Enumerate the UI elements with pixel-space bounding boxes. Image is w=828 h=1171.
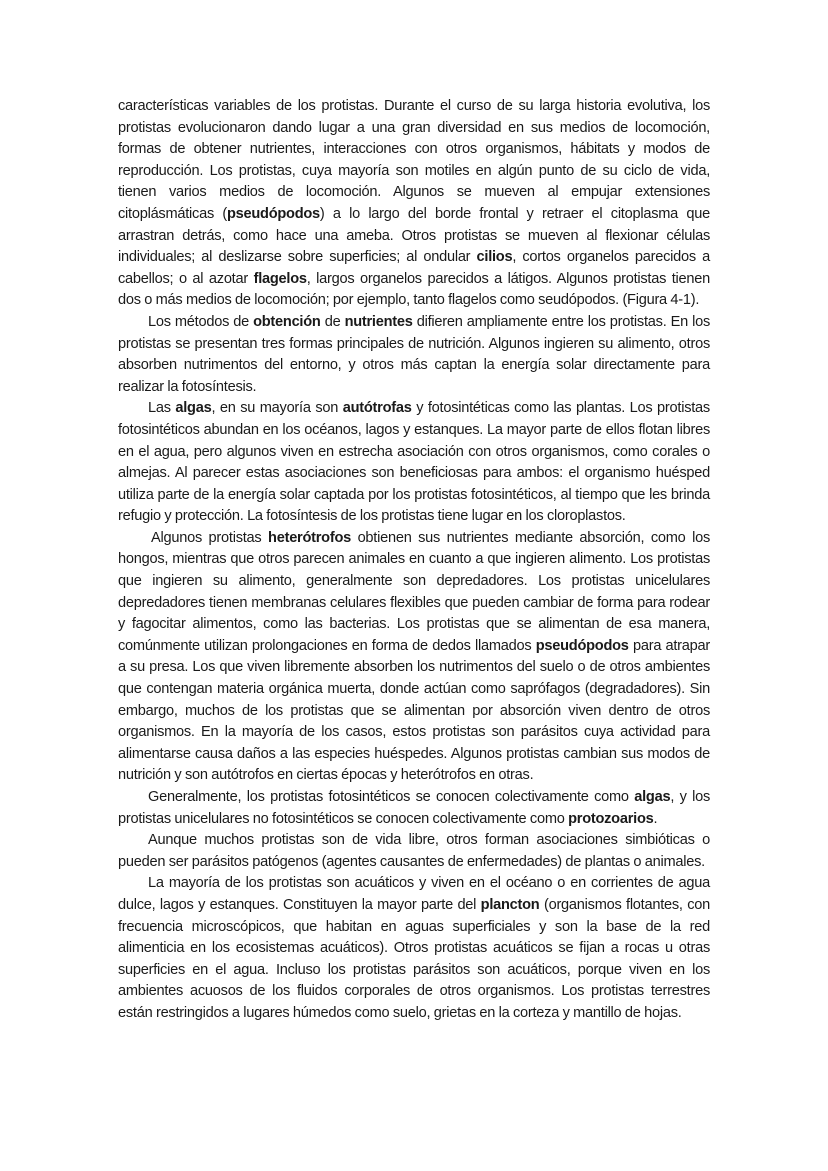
text-segment: Algunos protistas: [151, 529, 269, 546]
term-protozoarios: protozoarios: [568, 810, 654, 827]
text-segment: Generalmente, los protistas fotosintéticos se conocen colectivamente como: [148, 789, 635, 805]
text-segment: , cortos organelos parecidos a cabellos; o al azotar: [118, 249, 711, 287]
text-segment: características variables de los protistas. Durante el curso de su larga historia evolutiva, los protistas evolucionaron dando lugar a una gran diversidad en sus medios de locomoción, formas de obtener nutrientes, interacciones con otros organismos, hábitats y modos de reproducción. Los protistas, cuya mayoría son motiles en algún punto de su ciclo de vida, tienen varios medios de locomoción. Algunos se mueven al empujar extensiones citoplásmáticas (: [118, 98, 710, 222]
paragraph-algae: [118, 398, 710, 528]
paragraph-habitat: [118, 873, 710, 1024]
paragraph-nutrition-methods: [118, 312, 710, 398]
term-obtencion: obtención: [253, 313, 321, 330]
term-flagelos: flagelos: [253, 270, 307, 287]
text-segment: La mayoría de los protistas son acuáticos y viven en el océano o en corrientes de agua dulce, lagos y estanques. Constituyen la mayor parte del: [118, 875, 710, 913]
text-segment: Las: [148, 400, 176, 417]
text-segment: ) a lo largo del borde frontal y retraer el citoplasma que arrastran detrás, como hace una ameba. Otros protistas se mueven al flexionar células individuales; al deslizarse sobre superficies; al ondular: [118, 205, 710, 266]
text-segment: y fotosintéticas como las plantas. Los protistas fotosintéticos abundan en los océanos, lagos y estanques. La mayor parte de ellos flotan libres en el agua, pero algunos viven en estrecha asociación con otros organismos, como corales o almejas. Al parecer estas asociaciones son beneficiosas para ambos: el organismo huésped utiliza parte de la energía solar captada por los protistas fotosintéticos, al tiempo que les brinda refugio y protección. La fotosíntesis de los protistas tiene lugar en los cloroplastos.: [118, 400, 710, 525]
document-page: [118, 96, 710, 1025]
term-nutrientes: nutrientes: [344, 313, 413, 330]
term-cilios: cilios: [476, 249, 513, 266]
term-heterotrofos: heterótrofos: [268, 529, 351, 546]
term-algas: algas: [634, 789, 671, 805]
text-segment: de: [320, 313, 345, 330]
text-segment: (organismos flotantes, con frecuencia microscópicos, que habitan en aguas superficiales y son la base de la red alimenticia en los ecosistemas acuáticos). Otros protistas acuáticos se fijan a rocas u otras superficies en el agua. Incluso los protistas parásitos son acuáticos, porque viven en los ambientes acuosos de los fluidos corporales de otros organismos. Los protistas terrestres están restringidos a lugares húmedos como suelo, grietas en la corteza y mantillo de hojas.: [118, 896, 711, 1021]
term-pseudopodos: pseudópodos: [226, 205, 320, 222]
text-segment: .: [653, 810, 658, 827]
term-pseudopodos: pseudópodos: [535, 637, 629, 654]
text-segment: Los métodos de: [148, 313, 254, 330]
text-segment: , largos organelos parecidos a látigos. Algunos protistas tienen dos o más medios de locomoción; por ejemplo, tanto flagelos como seudópodos. (Figura 4-1).: [118, 270, 710, 309]
text-segment: para atrapar a su presa. Los que viven libremente absorben los nutrimentos del suelo o de otros ambientes que contengan materia orgánica muerta, donde actúan como saprófagos (degradadores). Sin embargo, muchos de los protistas que se alimentan por absorción viven dentro de otros organismos. En la mayoría de los casos, estos protistas son parásitos cuya actividad para alimentarse causa daños a las especies huéspedes. Algunos protistas cambian sus modos de nutrición y son autótrofos en ciertas épocas y heterótrofos en otras.: [118, 637, 711, 784]
paragraph-heterotrophs: [118, 528, 710, 787]
paragraph-locomotion: [118, 96, 710, 312]
text-segment: , y los protistas unicelulares no fotosintéticos se conocen colectivamente como: [118, 789, 710, 827]
paragraph-classification: [118, 787, 710, 830]
text-segment: Aunque muchos protistas son de vida libre, otros forman asociaciones simbióticas o pueden ser parásitos patógenos (agentes causantes de enfermedades) de plantas o animales.: [118, 832, 710, 870]
paragraph-symbiosis: [118, 830, 710, 873]
text-segment: , en su mayoría son: [211, 400, 343, 417]
text-segment: obtienen sus nutrientes mediante absorción, como los hongos, mientras que otros parecen animales en cuanto a que ingieren alimento. Los protistas que ingieren su alimento, generalmente son depredadores. Los protistas unicelulares depredadores tienen membranas celulares flexibles que pueden cambiar de forma para rodear y fagocitar alimentos, como las bacterias. Los protistas que se alimentan de esa manera, comúnmente utilizan prolongaciones en forma de dedos llamados: [118, 529, 710, 654]
term-autotrofas: autótrofas: [342, 400, 412, 417]
term-plancton: plancton: [480, 896, 540, 913]
term-algas: algas: [175, 400, 212, 417]
text-segment: difieren ampliamente entre los protistas. En los protistas se presentan tres formas principales de nutrición. Algunos ingieren su alimento, otros absorben nutrimentos del entorno, y otros más captan la energía solar directamente para realizar la fotosíntesis.: [118, 313, 710, 395]
